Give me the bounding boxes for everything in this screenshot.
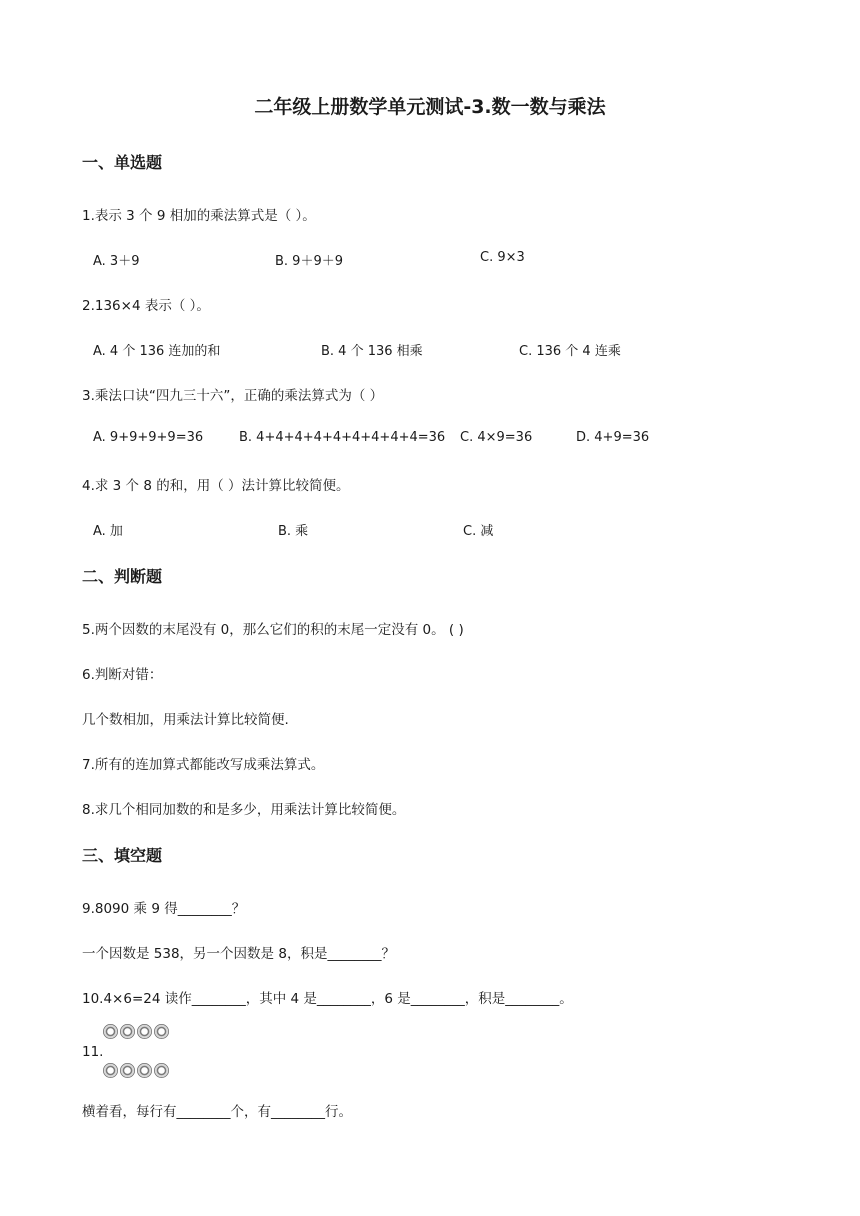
q3-option-b: B. 4+4+4+4+4+4+4+4+4=36: [239, 430, 446, 445]
ring-icon: [103, 1024, 118, 1039]
ring-row-1: [103, 1024, 169, 1039]
ring-icon: [154, 1024, 169, 1039]
q1-option-c: C. 9×3: [480, 250, 525, 265]
ring-icon: [103, 1063, 118, 1078]
q1-option-a: A. 3＋9: [93, 254, 140, 269]
q2-option-b: B. 4 个 136 相乘: [321, 344, 423, 359]
section-heading-fill-in: 三、填空题: [82, 846, 163, 865]
ring-icon: [137, 1063, 152, 1078]
question-3: 3.乘法口诀“四九三十六”，正确的乘法算式为（ ）: [82, 388, 384, 404]
question-7: 7.所有的连加算式都能改写成乘法算式。: [82, 757, 325, 773]
q3-option-a: A. 9+9+9+9=36: [93, 430, 204, 445]
q1-option-b: B. 9＋9＋9: [275, 254, 343, 269]
ring-icon: [120, 1024, 135, 1039]
question-8: 8.求几个相同加数的和是多少，用乘法计算比较简便。: [82, 802, 406, 818]
question-10: 10.4×6=24 读作________，其中 4 是________，6 是________，积是________。: [82, 991, 573, 1007]
section-heading-true-false: 二、判断题: [82, 567, 163, 586]
ring-icon: [137, 1024, 152, 1039]
q4-option-b: B. 乘: [278, 524, 309, 539]
question-9: 9.8090 乘 9 得________？: [82, 901, 246, 917]
q2-option-c: C. 136 个 4 连乘: [519, 344, 621, 359]
ring-icon: [154, 1063, 169, 1078]
q2-option-a: A. 4 个 136 连加的和: [93, 344, 221, 359]
q3-option-c: C. 4×9=36: [460, 430, 533, 445]
question-11-text: 横着看，每行有________个，有________行。: [82, 1104, 352, 1120]
question-6-statement: 几个数相加，用乘法计算比较简便.: [82, 712, 289, 728]
q4-option-a: A. 加: [93, 524, 123, 539]
question-4: 4.求 3 个 8 的和，用（ ）法计算比较简便。: [82, 478, 350, 494]
q4-option-c: C. 减: [463, 524, 494, 539]
question-2: 2.136×4 表示（ ）。: [82, 298, 210, 314]
ring-icon: [120, 1063, 135, 1078]
ring-row-2: [103, 1063, 169, 1078]
question-9-part-2: 一个因数是 538，另一个因数是 8，积是________？: [82, 946, 395, 962]
question-6: 6.判断对错：: [82, 667, 163, 683]
question-11-label: 11.: [82, 1044, 104, 1060]
question-5: 5.两个因数的末尾没有 0，那么它们的积的末尾一定没有 0。 ( ): [82, 622, 464, 638]
page-title: 二年级上册数学单元测试-3.数一数与乘法: [254, 96, 606, 118]
question-1: 1.表示 3 个 9 相加的乘法算式是（ ）。: [82, 208, 316, 224]
section-heading-single-choice: 一、单选题: [82, 153, 163, 172]
q3-option-d: D. 4+9=36: [576, 430, 650, 445]
